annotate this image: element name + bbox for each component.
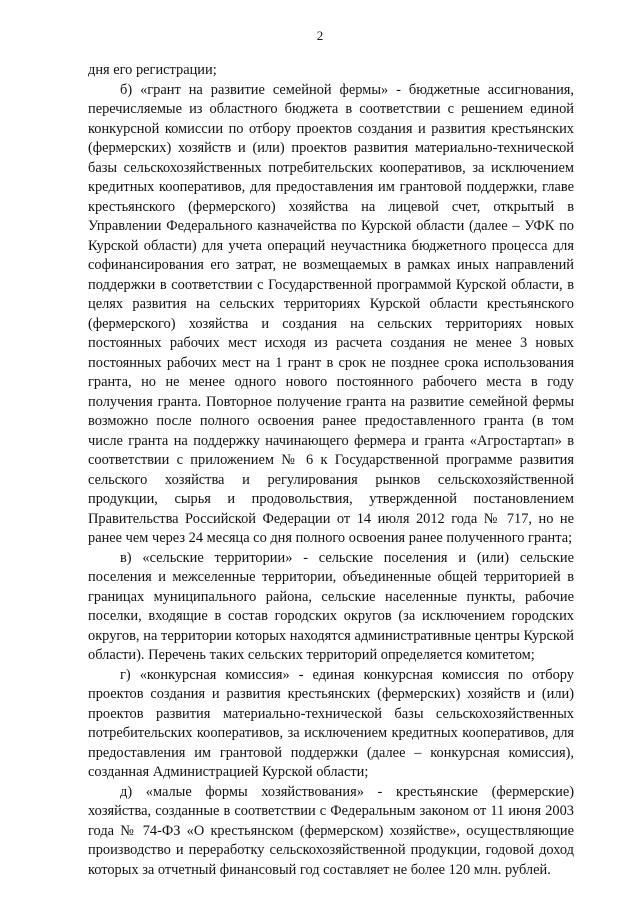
page-number: 2 <box>316 28 324 43</box>
paragraph-continuation: дня его регистрации; <box>88 62 217 78</box>
paragraph-b-family-farm-grant: б) «грант на развитие семейной фермы» - бюджетные ассигнования, перечисляемые из областного бюджета в соответствии с решением единой конкурсной комиссии по отбору проектов создания и развития крестьянских (фермерских) хозяйств и (или) проектов развития материально-технической базы сельскохозяйственных потребительских кооперативов, за исключением кредитных кооперативов, для предоставления им грантовой поддержки, главе крестьянского (фермерского) хозяйства на лицевой счет, открытый в Управлении Федерального казначейства по Курской области (далее – УФК по Курской области) для учета операций неучастника бюджетного процесса для софинансирования его затрат, не возмещаемых в рамках иных направлений поддержки в соответствии с Государственной программой Курской области, в целях развития на сельских территориях Курской области крестьянского (фермерского) хозяйства и создания на сельских территориях новых постоянных рабочих мест исходя из расчета создания не менее 3 новых постоянных рабочих мест на 1 грант в срок не позднее срока использования гранта, но не менее одного нового постоянного рабочего места в году получения гранта. Повторное получение гранта на развитие семейной фермы возможно после полного освоения ранее предоставленного гранта (в том числе гранта на поддержку начинающего фермера и гранта «Агростартап» в соответствии с приложением № 6 к Государственной программе развития сельского хозяйства и регулирования рынков сельскохозяйственной продукции, сырья и продовольствия, утвержденной постановлением Правительства Российской Федерации от 14 июля 2012 года № 717, но не ранее чем через 24 месяца со дня полного освоения ранее полученного гранта; <box>88 81 574 546</box>
document-body <box>88 61 574 880</box>
paragraph-v-rural-territories: в) «сельские территории» - сельские поселения и (или) сельские поселения и межселенные территории, объединенные общей территорией в границах муниципального района, сельские населенные пункты, рабочие поселки, входящие в состав городских округов (за исключением городских округов, на территории которых находятся административные центры Курской области). Перечень таких сельских территорий определяется комитетом; <box>88 549 574 663</box>
paragraph-d-small-business-forms: д) «малые формы хозяйствования» - крестьянские (фермерские) хозяйства, созданные в соответствии с Федеральным законом от 11 июня 2003 года № 74-ФЗ «О крестьянском (фермерском) хозяйстве», осуществляющие производство и переработку сельскохозяйственной продукции, годовой доход которых за отчетный финансовый год составляет не более 120 млн. рублей. <box>88 783 574 878</box>
paragraph-g-competition-commission: г) «конкурсная комиссия» - единая конкурсная комиссия по отбору проектов создания и развития крестьянских (фермерских) хозяйств и (или) проектов развития материально-технической базы сельскохозяйственных потребительских кооперативов, за исключением кредитных кооперативов, для предоставления им грантовой поддержки (далее – конкурсная комиссия), созданная Администрацией Курской области; <box>88 666 574 780</box>
